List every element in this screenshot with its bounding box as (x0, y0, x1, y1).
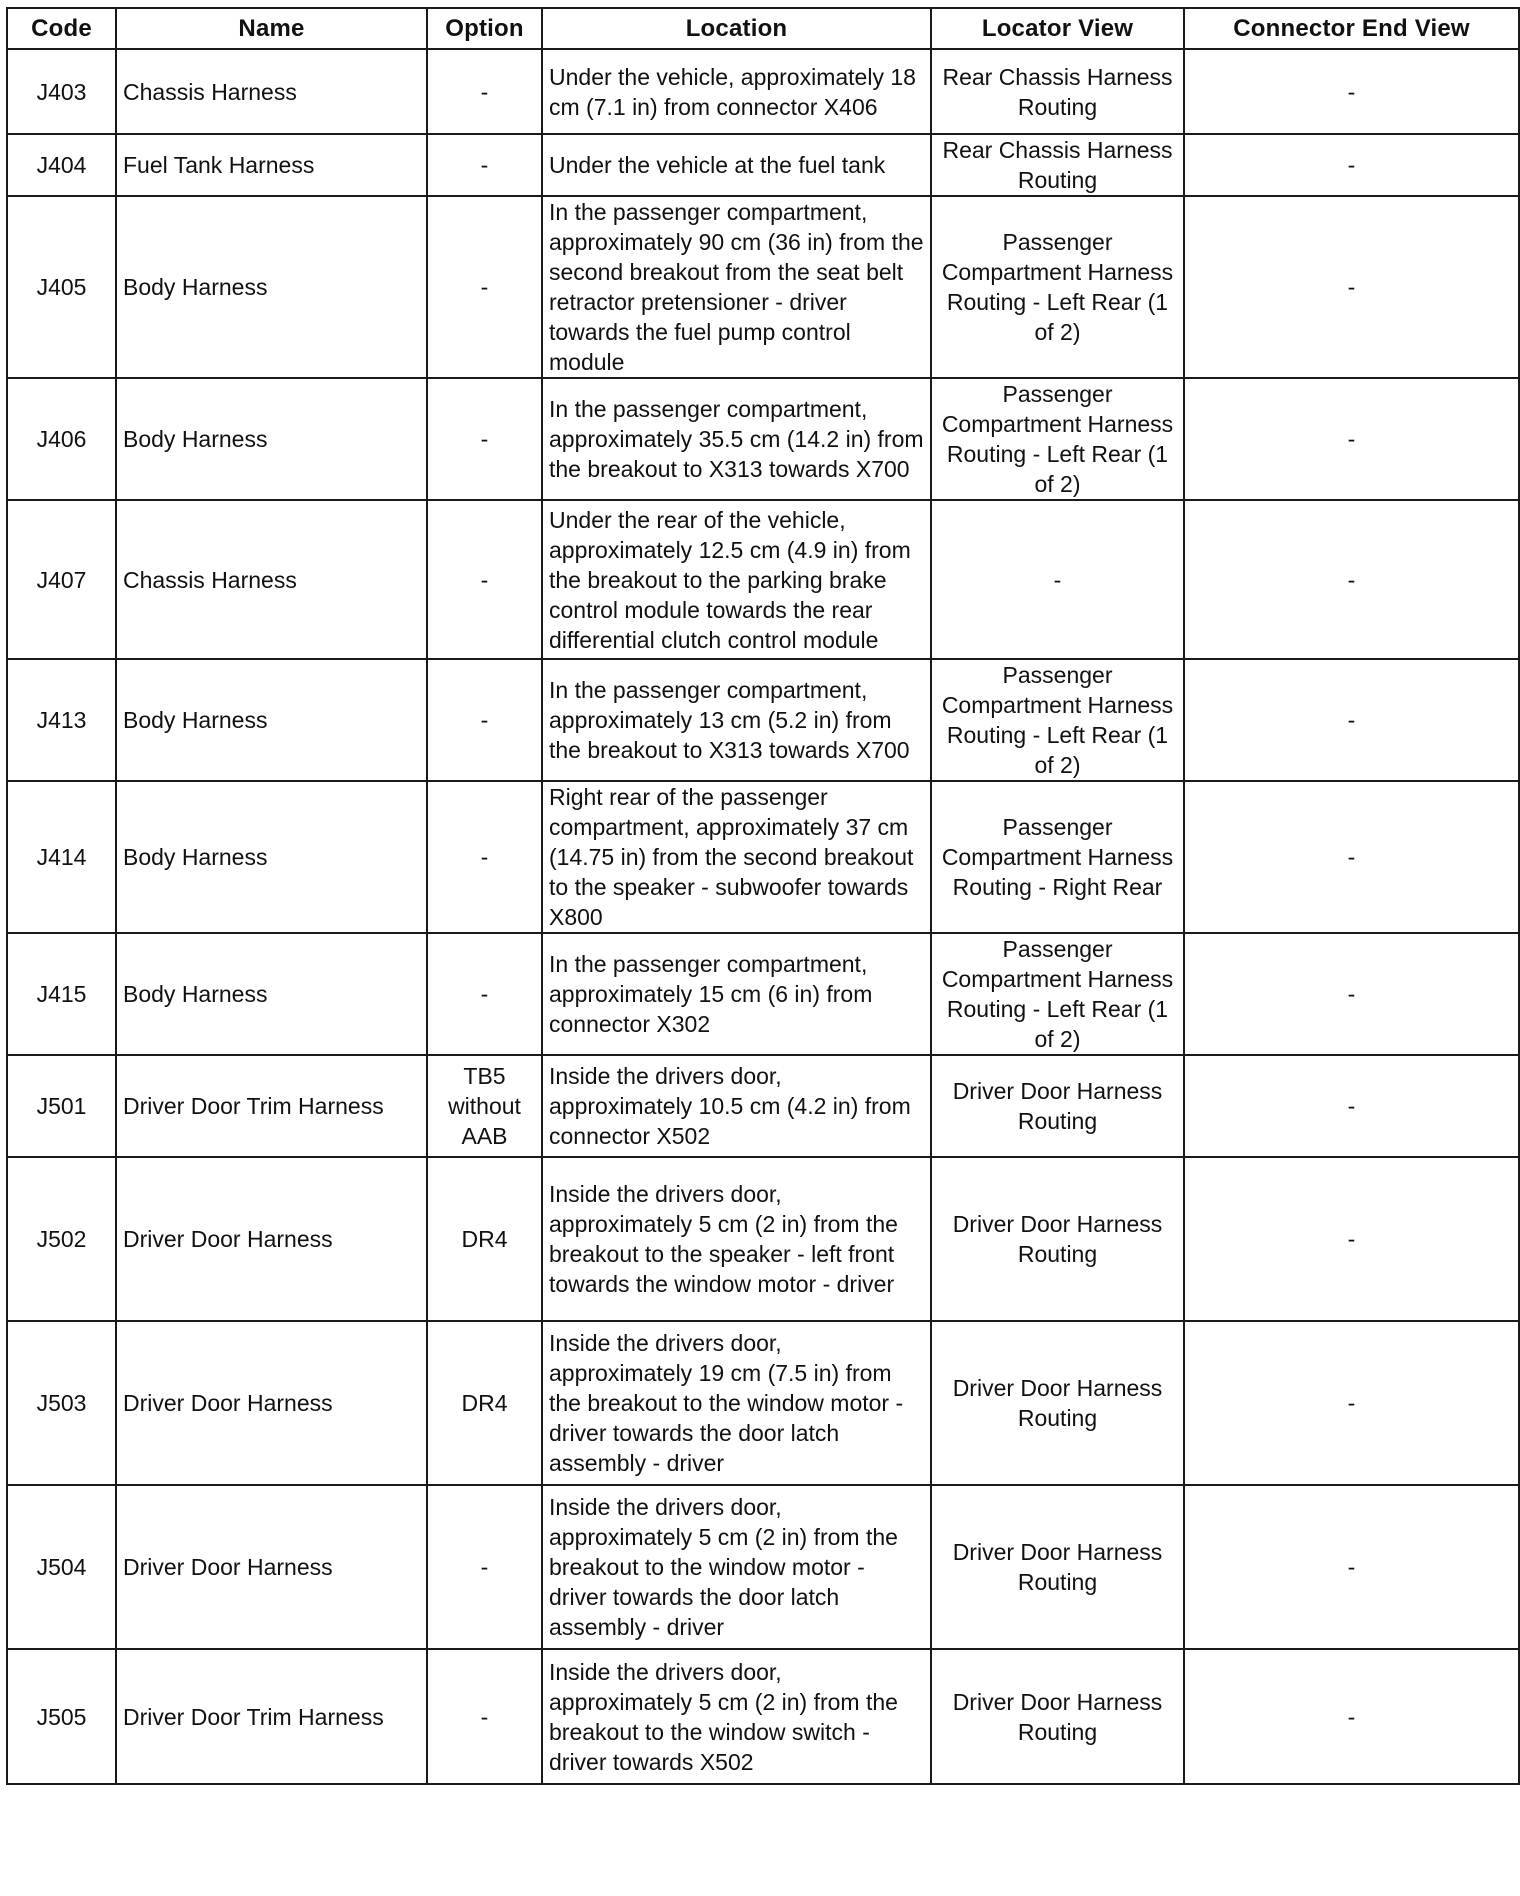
cell-locator-view: - (931, 500, 1184, 659)
cell-connector-end-view: - (1184, 933, 1519, 1055)
cell-name: Body Harness (116, 933, 427, 1055)
table-body (7, 49, 1519, 1784)
cell-code: J405 (7, 196, 116, 378)
cell-location: Inside the drivers door, approximately 5 cm (2 in) from the breakout to the speaker - left front towards the window motor - driver (542, 1157, 931, 1321)
cell-location: Inside the drivers door, approximately 5 cm (2 in) from the breakout to the window switch - driver towards X502 (542, 1649, 931, 1784)
cell-connector-end-view: - (1184, 1485, 1519, 1649)
cell-name: Body Harness (116, 378, 427, 500)
table-row (7, 1649, 1519, 1784)
connector-table (6, 7, 1520, 1785)
cell-connector-end-view: - (1184, 1157, 1519, 1321)
cell-name: Driver Door Trim Harness (116, 1649, 427, 1784)
cell-name: Driver Door Trim Harness (116, 1055, 427, 1157)
cell-connector-end-view: - (1184, 1321, 1519, 1485)
cell-connector-end-view: - (1184, 1055, 1519, 1157)
header-row (7, 8, 1519, 49)
cell-location: Inside the drivers door, approximately 19 cm (7.5 in) from the breakout to the window motor - driver towards the door latch assembly - driver (542, 1321, 931, 1485)
cell-code: J403 (7, 49, 116, 134)
header-name: Name (116, 8, 427, 49)
cell-code: J407 (7, 500, 116, 659)
cell-connector-end-view: - (1184, 49, 1519, 134)
cell-connector-end-view: - (1184, 500, 1519, 659)
cell-option: - (427, 1649, 542, 1784)
cell-option: - (427, 196, 542, 378)
cell-location: Under the rear of the vehicle, approximately 12.5 cm (4.9 in) from the breakout to the parking brake control module towards the rear differential clutch control module (542, 500, 931, 659)
cell-option: TB5 without AAB (427, 1055, 542, 1157)
table-row (7, 1055, 1519, 1157)
cell-locator-view: Passenger Compartment Harness Routing - Left Rear (1 of 2) (931, 378, 1184, 500)
cell-option: - (427, 500, 542, 659)
table-row (7, 933, 1519, 1055)
table-row (7, 49, 1519, 134)
cell-option: DR4 (427, 1321, 542, 1485)
cell-locator-view: Passenger Compartment Harness Routing - Left Rear (1 of 2) (931, 659, 1184, 781)
cell-locator-view: Driver Door Harness Routing (931, 1157, 1184, 1321)
cell-connector-end-view: - (1184, 659, 1519, 781)
table-row (7, 196, 1519, 378)
cell-name: Body Harness (116, 781, 427, 933)
cell-code: J502 (7, 1157, 116, 1321)
cell-code: J406 (7, 378, 116, 500)
cell-locator-view: Rear Chassis Harness Routing (931, 49, 1184, 134)
cell-name: Chassis Harness (116, 500, 427, 659)
table-header (7, 8, 1519, 49)
cell-locator-view: Passenger Compartment Harness Routing - Right Rear (931, 781, 1184, 933)
cell-code: J505 (7, 1649, 116, 1784)
cell-code: J504 (7, 1485, 116, 1649)
cell-location: Inside the drivers door, approximately 10.5 cm (4.2 in) from connector X502 (542, 1055, 931, 1157)
table-row (7, 134, 1519, 196)
cell-option: - (427, 49, 542, 134)
cell-code: J415 (7, 933, 116, 1055)
table-row (7, 781, 1519, 933)
cell-code: J503 (7, 1321, 116, 1485)
cell-code: J501 (7, 1055, 116, 1157)
cell-name: Driver Door Harness (116, 1157, 427, 1321)
cell-connector-end-view: - (1184, 781, 1519, 933)
header-code: Code (7, 8, 116, 49)
cell-option: - (427, 781, 542, 933)
header-locator-view: Locator View (931, 8, 1184, 49)
cell-connector-end-view: - (1184, 134, 1519, 196)
cell-option: - (427, 134, 542, 196)
cell-location: Right rear of the passenger compartment, approximately 37 cm (14.75 in) from the second breakout to the speaker - subwoofer towards X800 (542, 781, 931, 933)
cell-code: J413 (7, 659, 116, 781)
cell-locator-view: Driver Door Harness Routing (931, 1055, 1184, 1157)
header-location: Location (542, 8, 931, 49)
table-row (7, 1485, 1519, 1649)
cell-name: Body Harness (116, 196, 427, 378)
table-row (7, 378, 1519, 500)
cell-option: - (427, 933, 542, 1055)
cell-option: - (427, 1485, 542, 1649)
cell-connector-end-view: - (1184, 196, 1519, 378)
cell-locator-view: Rear Chassis Harness Routing (931, 134, 1184, 196)
cell-location: Under the vehicle, approximately 18 cm (7.1 in) from connector X406 (542, 49, 931, 134)
table-row (7, 1157, 1519, 1321)
cell-location: In the passenger compartment, approximately 15 cm (6 in) from connector X302 (542, 933, 931, 1055)
table-row (7, 659, 1519, 781)
cell-location: In the passenger compartment, approximately 35.5 cm (14.2 in) from the breakout to X313 towards X700 (542, 378, 931, 500)
cell-option: - (427, 659, 542, 781)
cell-code: J414 (7, 781, 116, 933)
cell-locator-view: Driver Door Harness Routing (931, 1485, 1184, 1649)
cell-option: DR4 (427, 1157, 542, 1321)
cell-locator-view: Passenger Compartment Harness Routing - Left Rear (1 of 2) (931, 196, 1184, 378)
cell-code: J404 (7, 134, 116, 196)
header-connector-end-view: Connector End View (1184, 8, 1519, 49)
cell-connector-end-view: - (1184, 378, 1519, 500)
cell-locator-view: Driver Door Harness Routing (931, 1321, 1184, 1485)
cell-locator-view: Driver Door Harness Routing (931, 1649, 1184, 1784)
cell-name: Driver Door Harness (116, 1485, 427, 1649)
table-row (7, 500, 1519, 659)
cell-name: Fuel Tank Harness (116, 134, 427, 196)
cell-locator-view: Passenger Compartment Harness Routing - Left Rear (1 of 2) (931, 933, 1184, 1055)
header-option: Option (427, 8, 542, 49)
cell-location: Inside the drivers door, approximately 5 cm (2 in) from the breakout to the window motor - driver towards the door latch assembly - driver (542, 1485, 931, 1649)
cell-connector-end-view: - (1184, 1649, 1519, 1784)
cell-name: Driver Door Harness (116, 1321, 427, 1485)
cell-location: In the passenger compartment, approximately 13 cm (5.2 in) from the breakout to X313 towards X700 (542, 659, 931, 781)
cell-location: In the passenger compartment, approximately 90 cm (36 in) from the second breakout from the seat belt retractor pretensioner - driver towards the fuel pump control module (542, 196, 931, 378)
cell-option: - (427, 378, 542, 500)
table-row (7, 1321, 1519, 1485)
cell-name: Body Harness (116, 659, 427, 781)
cell-name: Chassis Harness (116, 49, 427, 134)
cell-location: Under the vehicle at the fuel tank (542, 134, 931, 196)
